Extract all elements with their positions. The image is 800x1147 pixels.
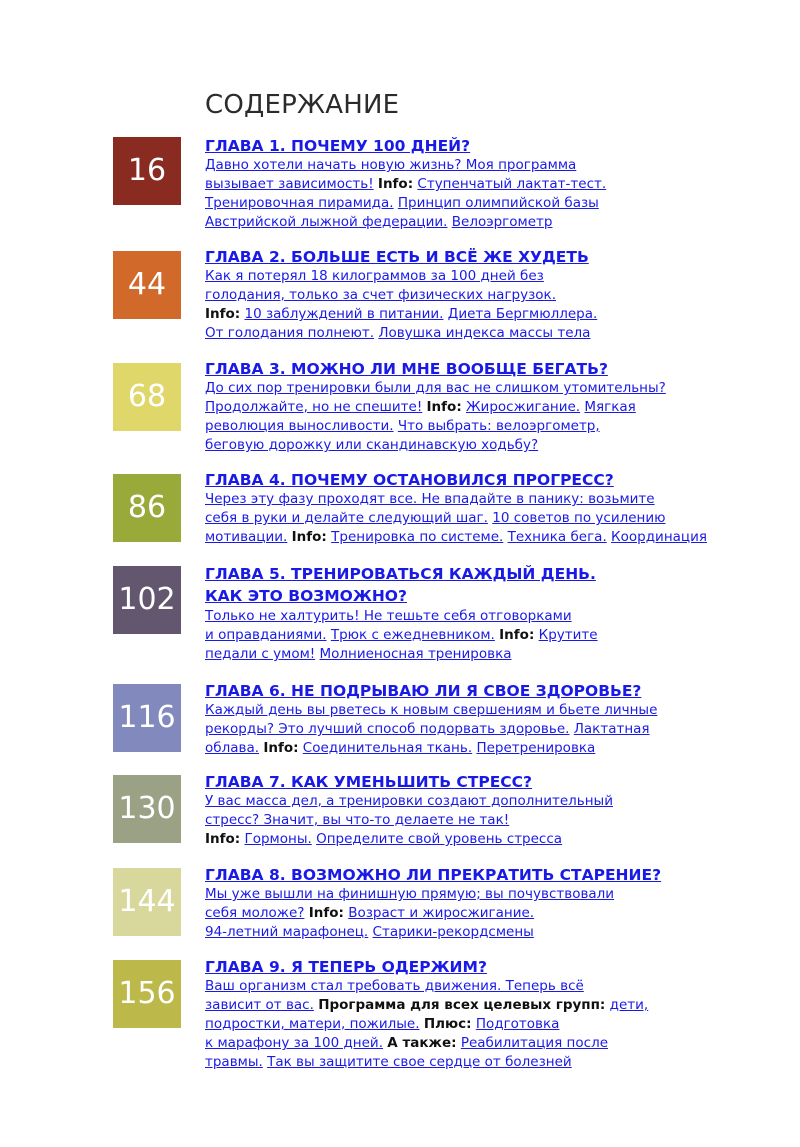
topic-link[interactable]: революция выносливости. [205,418,394,434]
description-line [205,720,765,739]
description-line [205,267,765,286]
description-line [205,398,765,417]
description-line [205,417,765,436]
topic-link[interactable]: себя в руки и делайте следующий шаг. [205,510,488,526]
entry-text [205,958,765,1072]
description-line [205,194,765,213]
label-bold: Плюс: [423,1016,472,1032]
topic-link[interactable]: Жиросжигание. [466,399,581,415]
chapter-title[interactable]: ГЛАВА 2. БОЛЬШЕ ЕСТЬ И ВСЁ ЖЕ ХУДЕТЬ [205,248,589,266]
topic-link[interactable]: Мягкая [584,399,636,415]
description-line [205,324,765,343]
topic-link[interactable]: Молниеносная тренировка [319,646,512,662]
page-number-box[interactable]: 16 [113,137,181,205]
topic-link[interactable]: мотивации. [205,529,288,545]
description-line [205,977,765,996]
description-line [205,607,765,626]
label-bold: А также: [387,1035,457,1051]
entry-text [205,866,765,942]
topic-link[interactable]: Определите свой уровень стресса [316,831,563,847]
description-line [205,286,765,305]
topic-link[interactable]: От голодания полнеют. [205,325,375,341]
topic-link[interactable]: облава. [205,740,260,756]
entry-text [205,137,765,232]
description-line [205,490,765,509]
chapter-title[interactable]: ГЛАВА 5. ТРЕНИРОВАТЬСЯ КАЖДЫЙ ДЕНЬ. [205,565,596,583]
entry-text [205,682,765,758]
label-bold: Info: [499,627,535,643]
topic-link[interactable]: педали с умом! [205,646,316,662]
label-bold: Info: [426,399,462,415]
label-bold: Info: [308,905,344,921]
entry-text [205,471,765,547]
topic-link[interactable]: Принцип олимпийской базы [397,195,599,211]
topic-link[interactable]: Давно хотели начать новую жизнь? Моя программа [205,157,577,173]
topic-link[interactable]: Лактатная [573,721,650,737]
label-bold: Программа для всех целевых групп: [318,997,606,1013]
topic-link[interactable]: Как я потерял 18 килограммов за 100 дней без [205,268,544,284]
description-line [205,436,765,455]
label-bold: Info: [205,831,241,847]
topic-link[interactable]: Возраст и жиросжигание. [348,905,535,921]
description-line [205,701,765,720]
description-line [205,830,765,849]
topic-link[interactable]: травмы. [205,1054,263,1070]
topic-link[interactable]: Диета Бергмюллера. [447,306,598,322]
page-number-box[interactable]: 130 [113,775,181,843]
chapter-title[interactable]: ГЛАВА 3. МОЖНО ЛИ МНЕ ВООБЩЕ БЕГАТЬ? [205,360,608,378]
page-number-box[interactable]: 156 [113,960,181,1028]
chapter-title[interactable]: КАК ЭТО ВОЗМОЖНО? [205,587,407,605]
topic-link[interactable]: 94-летний марафонец. [205,924,369,940]
description-line [205,509,765,528]
description-line [205,1034,765,1053]
description-line [205,923,765,942]
topic-link[interactable]: Старики-рекордсмены [372,924,534,940]
topic-link[interactable]: себя моложе? [205,905,305,921]
entry-text [205,360,765,455]
description-line [205,811,765,830]
topic-link[interactable]: 10 советов по усилению [492,510,666,526]
chapter-title[interactable]: ГЛАВА 1. ПОЧЕМУ 100 ДНЕЙ? [205,137,471,155]
topic-link[interactable]: Что выбрать: велоэргометр, [397,418,600,434]
topic-link[interactable]: 10 заблуждений в питании. [244,306,444,322]
chapter-title[interactable]: ГЛАВА 9. Я ТЕПЕРЬ ОДЕРЖИМ? [205,958,487,976]
topic-link[interactable]: Продолжайте, но не спешите! [205,399,423,415]
description-line [205,792,765,811]
topic-link[interactable]: рекорды? Это лучший способ подорвать здоровье. [205,721,570,737]
page-number-box[interactable]: 116 [113,684,181,752]
topic-link[interactable]: Перетренировка [476,740,596,756]
topic-link[interactable]: голодания, только за счет физических нагрузок. [205,287,556,303]
label-bold: Info: [205,306,241,322]
topic-link[interactable]: Крутите [538,627,598,643]
chapter-title[interactable]: ГЛАВА 7. КАК УМЕНЬШИТЬ СТРЕСС? [205,773,533,791]
topic-link[interactable]: Гормоны. [244,831,312,847]
description-line [205,1053,765,1072]
entry-text [205,248,765,343]
topic-link[interactable]: Тренировка по системе. [331,529,504,545]
topic-link[interactable]: Каждый день вы рветесь к новым свершениям и бьете личные [205,702,658,718]
chapter-title[interactable]: ГЛАВА 4. ПОЧЕМУ ОСТАНОВИЛСЯ ПРОГРЕСС? [205,471,614,489]
label-bold: Info: [377,176,414,192]
topic-link[interactable]: До сих пор тренировки были для вас не слишком утомительны? [205,380,666,396]
topic-link[interactable]: Ваш организм стал требовать движения. Теперь всё [205,978,584,994]
page-title: СОДЕРЖАНИЕ [205,90,400,120]
topic-link[interactable]: Тренировочная пирамида. [205,195,394,211]
chapter-title[interactable]: ГЛАВА 6. НЕ ПОДРЫВАЮ ЛИ Я СВОЕ ЗДОРОВЬЕ? [205,682,642,700]
description-line [205,996,765,1015]
description-line [205,739,765,758]
chapter-title[interactable]: ГЛАВА 8. ВОЗМОЖНО ЛИ ПРЕКРАТИТЬ СТАРЕНИЕ? [205,866,662,884]
page-number-box[interactable]: 102 [113,566,181,634]
topic-link[interactable]: Реабилитация после [460,1035,609,1051]
page-number-box[interactable]: 144 [113,868,181,936]
description-line [205,213,765,232]
page-number-box[interactable]: 44 [113,251,181,319]
topic-link[interactable]: к марафону за 100 дней. [205,1035,383,1051]
topic-link[interactable]: Так вы защитите свое сердце от болезней [267,1054,572,1070]
topic-link[interactable]: дети, [609,997,649,1013]
topic-link[interactable]: У вас масса дел, а тренировки создают дополнительный [205,793,613,809]
topic-link[interactable]: Только не халтурить! Не тешьте себя отговорками [205,608,572,624]
description-line [205,379,765,398]
topic-link[interactable]: Техника бега. [507,529,607,545]
topic-link[interactable]: вызывает зависимость! [205,176,374,192]
page-number-box[interactable]: 68 [113,363,181,431]
topic-link[interactable]: стресс? Значит, вы что-то делаете не так! [205,812,510,828]
topic-link[interactable]: Трюк с ежедневником. [330,627,495,643]
description-line [205,626,765,645]
description-line [205,305,765,324]
description-line [205,885,765,904]
topic-link[interactable]: Через эту фазу проходят все. Не впадайте в панику: возьмите [205,491,655,507]
description-line [205,528,765,547]
topic-link[interactable]: беговую дорожку или скандинавскую ходьбу? [205,437,539,453]
description-line [205,904,765,923]
label-bold: Info: [263,740,299,756]
topic-link[interactable]: Мы уже вышли на финишную прямую; вы почувствовали [205,886,615,902]
topic-link[interactable]: Ступенчатый лактат-тест. [417,176,607,192]
topic-link[interactable]: Координация [611,529,708,545]
description-line [205,645,765,664]
topic-link[interactable]: подростки, матери, пожилые. [205,1016,420,1032]
topic-link[interactable]: Австрийской лыжной федерации. [205,214,448,230]
label-bold: Info: [291,529,327,545]
description-line [205,175,765,194]
topic-link[interactable]: Велоэргометр [451,214,553,230]
topic-link[interactable]: и оправданиями. [205,627,327,643]
topic-link[interactable]: Ловушка индекса массы тела [378,325,591,341]
description-line [205,156,765,175]
entry-text [205,773,765,849]
entry-text [205,563,765,664]
page-number-box[interactable]: 86 [113,474,181,542]
description-line [205,1015,765,1034]
topic-link[interactable]: зависит от вас. [205,997,314,1013]
topic-link[interactable]: Подготовка [475,1016,560,1032]
topic-link[interactable]: Соединительная ткань. [302,740,473,756]
